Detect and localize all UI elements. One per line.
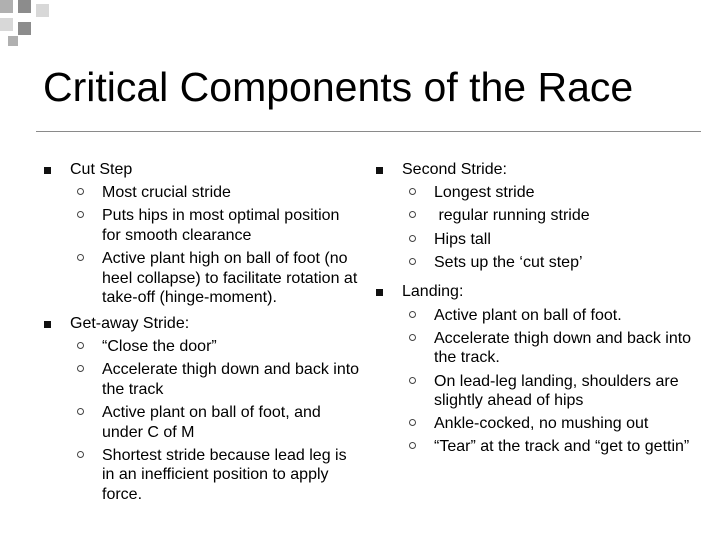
sub-list-item xyxy=(402,253,702,273)
deco-square xyxy=(36,4,49,17)
hollow-circle-bullet-icon xyxy=(409,334,416,341)
hollow-circle-bullet-icon xyxy=(409,188,416,195)
sub-item-text: “Close the door” xyxy=(102,338,217,356)
list-item xyxy=(372,160,702,272)
slide-title: Critical Components of the Race xyxy=(43,64,634,110)
sub-list xyxy=(70,337,360,505)
sub-list-item xyxy=(402,206,702,226)
sub-item-text: Active plant on ball of foot. xyxy=(434,306,622,324)
sub-list-item xyxy=(70,403,360,442)
sub-item-text: Active plant high on ball of foot (no heel collapse) to facilitate rotation at take-off (hinge-moment). xyxy=(102,250,358,307)
sub-list-item xyxy=(70,183,360,203)
hollow-circle-bullet-icon xyxy=(409,442,416,449)
sub-item-text: Puts hips in most optimal position for smooth clearance xyxy=(102,207,340,244)
sub-list-item xyxy=(402,414,702,434)
hollow-circle-bullet-icon xyxy=(77,188,84,195)
item-label: Second Stride: xyxy=(402,161,507,178)
sub-list xyxy=(402,306,702,458)
sub-item-text: regular running stride xyxy=(434,207,590,225)
title-divider xyxy=(36,131,701,132)
sub-item-text: Ankle-cocked, no mushing out xyxy=(434,415,649,433)
item-label: Landing: xyxy=(402,283,464,301)
list-item xyxy=(40,314,360,505)
hollow-circle-bullet-icon xyxy=(409,377,416,384)
sub-item-text: Shortest stride because lead leg is in an inefficient position to apply force. xyxy=(102,446,347,504)
square-bullet-icon xyxy=(44,167,51,174)
deco-square xyxy=(0,0,13,13)
sub-list-item xyxy=(402,306,702,326)
item-label: Get-away Stride: xyxy=(70,314,190,332)
hollow-circle-bullet-icon xyxy=(409,211,416,218)
deco-square xyxy=(18,22,31,35)
right-column xyxy=(372,160,702,457)
hollow-circle-bullet-icon xyxy=(77,365,84,372)
square-bullet-icon xyxy=(376,289,383,296)
sub-item-text: Sets up the ‘cut step’ xyxy=(434,253,583,271)
sub-list-item xyxy=(70,337,360,357)
sub-item-text: Longest stride xyxy=(434,184,535,202)
hollow-circle-bullet-icon xyxy=(77,451,84,458)
sub-item-text: Most crucial stride xyxy=(102,184,231,202)
sub-list-item xyxy=(402,329,702,368)
sub-list xyxy=(70,183,360,308)
list-item xyxy=(372,282,702,457)
sub-list-item xyxy=(402,230,702,250)
deco-square xyxy=(18,0,31,13)
sub-list-item xyxy=(70,446,360,505)
sub-list-item xyxy=(402,372,702,411)
sub-list-item xyxy=(70,249,360,308)
sub-item-text: On lead-leg landing, shoulders are slightly ahead of hips xyxy=(434,372,679,410)
hollow-circle-bullet-icon xyxy=(77,342,84,349)
left-column xyxy=(40,160,360,505)
hollow-circle-bullet-icon xyxy=(409,258,416,265)
sub-item-text: Active plant on ball of foot, and under C of M xyxy=(102,404,321,441)
sub-item-text: Accelerate thigh down and back into the track xyxy=(102,361,360,398)
square-bullet-icon xyxy=(376,167,383,174)
sub-item-text: “Tear” at the track and “get to gettin” xyxy=(434,438,690,456)
sub-list-item xyxy=(70,206,360,245)
deco-square xyxy=(0,18,13,31)
sub-list-item xyxy=(402,183,702,203)
sub-item-text: Accelerate thigh down and back into the track. xyxy=(434,329,692,367)
sub-list-item xyxy=(70,360,360,399)
item-label: Cut Step xyxy=(70,161,133,178)
hollow-circle-bullet-icon xyxy=(409,235,416,242)
hollow-circle-bullet-icon xyxy=(409,311,416,318)
square-bullet-icon xyxy=(44,321,51,328)
deco-square xyxy=(8,36,18,46)
hollow-circle-bullet-icon xyxy=(77,254,84,261)
sub-list xyxy=(402,183,702,272)
hollow-circle-bullet-icon xyxy=(77,408,84,415)
list-item xyxy=(40,160,360,308)
sub-list-item xyxy=(402,437,702,457)
hollow-circle-bullet-icon xyxy=(77,211,84,218)
hollow-circle-bullet-icon xyxy=(409,419,416,426)
sub-item-text: Hips tall xyxy=(434,230,491,248)
